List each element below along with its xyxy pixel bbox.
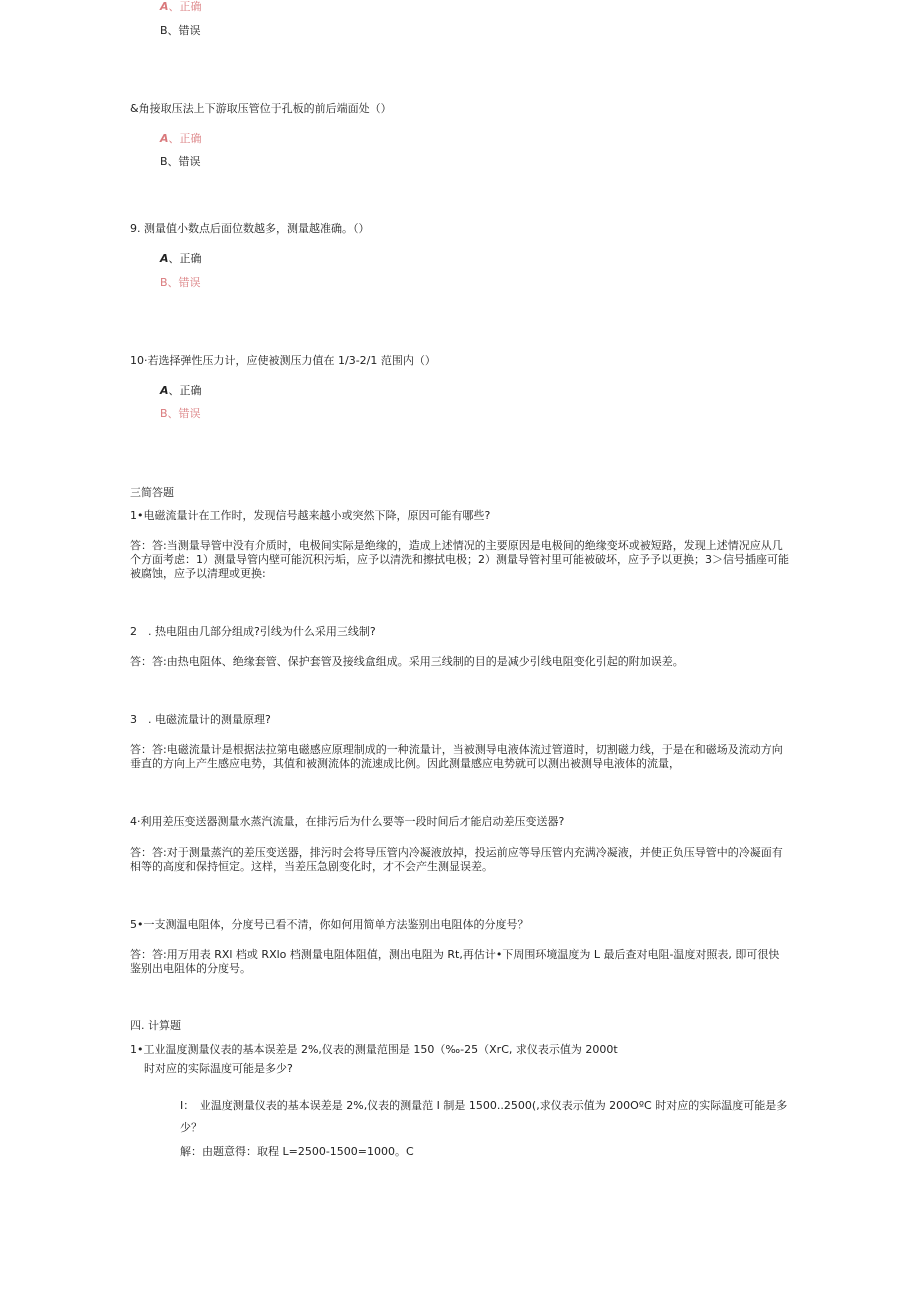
q9-option-b[interactable] xyxy=(160,276,201,290)
q8-option-a-text: 、正确 xyxy=(168,132,202,145)
q8-question: &角接取压法上下游取压管位于孔板的前后端面处（） xyxy=(130,102,392,115)
q7-option-b-text: 、错误 xyxy=(167,24,201,37)
q8-option-b[interactable] xyxy=(160,155,201,169)
q10-option-b[interactable] xyxy=(160,407,201,421)
section4-title: 四. 计算题 xyxy=(130,1019,181,1032)
q8-option-b-text: 、错误 xyxy=(167,155,201,168)
q9-option-b-letter: B xyxy=(160,276,168,289)
q10-question: 10·若选择弹性压力计，应使被测压力值在 1/3-2/1 范围内（） xyxy=(130,354,436,367)
s4-q1-line1: 1•工业温度测量仪表的基本误差是 2%,仪表的测量范围是 150（‰-25（XrC, 求仪表示值为 2000t xyxy=(130,1043,618,1056)
q7-option-b[interactable] xyxy=(160,24,201,38)
s3-q3-answer: 答：答:电磁流量计是根据法拉第电磁感应原理制成的一种流量计，当被测导电液体流过管道时，切割磁力线，于是在和磁场及流动方向垂直的方向上产生感应电势，其值和被测流体的流速成比例。因此测量感应电势就可以测出被测导电液体的流量， xyxy=(130,743,783,770)
q9-option-a[interactable] xyxy=(160,252,202,266)
s3-q3-question: 3 . 电磁流量计的测量原理? xyxy=(130,713,271,726)
s3-q2-answer: 答：答:由热电阻体、绝缘套管、保护套管及接线盒组成。采用三线制的目的是减少引线电阻变化引起的附加误差。 xyxy=(130,655,684,668)
q8-option-b-letter: B xyxy=(160,155,168,168)
q7-option-a-letter: A xyxy=(160,0,169,13)
q9-option-a-letter: A xyxy=(160,252,169,265)
s3-q4-question: 4·利用差压变送器测量水蒸汽流量，在排污后为什么要等一段时间后才能启动差压变送器? xyxy=(130,815,565,828)
q7-option-b-letter: B xyxy=(160,24,168,37)
s3-q5-question: 5•一支测温电阻体，分度号已看不清，你如何用简单方法鉴别出电阻体的分度号？ xyxy=(130,918,529,931)
s4-q1-solution: 解：由题意得：取程 L=2500-1500=1000。C xyxy=(180,1145,414,1158)
q10-option-b-text: 、错误 xyxy=(167,407,201,420)
q10-option-a-text: 、正确 xyxy=(168,384,202,397)
q8-option-a-letter: A xyxy=(160,132,169,145)
s3-q1-answer: 答：答:当测量导管中没有介质时，电极间实际是绝缘的，造成上述情况的主要原因是电极间的绝缘变坏或被短路，发现上述情况应从几个方面考虑：1）测量导管内壁可能沉积污垢，应予以清洗和擦拭电极；2）测量导管衬里可能被破坏，应予予以更换；3＞信号插座可能被腐蚀，应予以清理或更换: xyxy=(130,539,789,580)
s4-q1-line2: 时对应的实际温度可能是多少? xyxy=(144,1062,293,1075)
s3-q4-answer: 答：答:对于测量蒸汽的差压变送器，排污时会将导压管内冷凝液放掉，投运前应等导压管内充满冷凝液，并使正负压导管中的冷凝面有相等的高度和保持恒定。这样，当差压急剧变化时，才不会产生测显误差。 xyxy=(130,846,783,873)
q9-option-a-text: 、正确 xyxy=(168,252,202,265)
s3-q1-question: 1•电磁流量计在工作时，发现信号越来越小或突然下降，原因可能有哪些? xyxy=(130,509,491,522)
s4-q1-restate: I： 业温度测量仪表的基本误差是 2%,仪表的测量范 I 制是 1500..2500(,求仪表示值为 200OºC 时对应的实际温度可能是多少？ xyxy=(180,1099,788,1134)
s3-q2-question: 2 . 热电阻由几部分组成?引线为什么采用三线制? xyxy=(130,625,376,638)
q9-option-b-text: 、错误 xyxy=(167,276,201,289)
q7-option-a-text: 、正确 xyxy=(168,0,202,13)
s3-q5-answer: 答：答:用万用表 RXl 档或 RXlo 档测量电阻体阻值，测出电阻为 Rt,再估计•下周围环境温度为 L 最后查对电阻-温度对照表, 即可很快鉴别出电阻体的分度号。 xyxy=(130,948,780,975)
q10-option-a-letter: A xyxy=(160,384,169,397)
q8-option-a[interactable] xyxy=(160,132,202,146)
q9-question: 9. 测量值小数点后面位数越多，测量越准确。（） xyxy=(130,222,370,235)
q10-option-a[interactable] xyxy=(160,384,202,398)
q10-option-b-letter: B xyxy=(160,407,168,420)
section3-title: 三简答题 xyxy=(130,486,174,499)
q7-option-a[interactable] xyxy=(160,0,202,14)
